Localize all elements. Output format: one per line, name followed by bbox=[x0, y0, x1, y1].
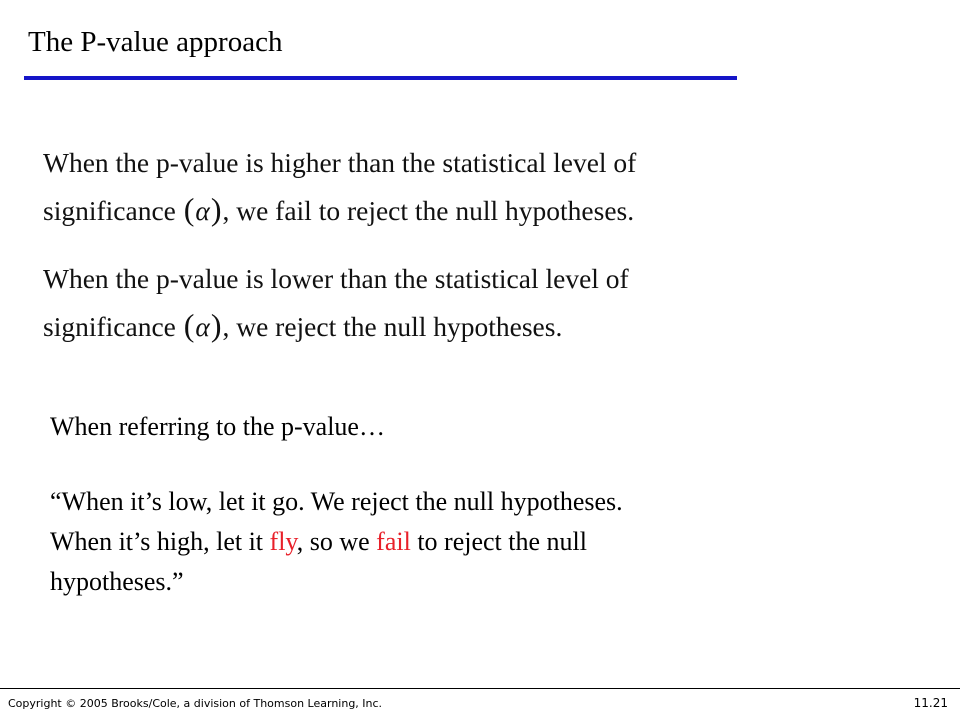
title-underline bbox=[24, 76, 737, 80]
open-paren: ( bbox=[183, 191, 195, 227]
mnemonic-lead: When referring to the p-value… bbox=[50, 412, 385, 441]
mnemonic-text: When it’s high, let it bbox=[50, 527, 270, 556]
page-number: 11.21 bbox=[913, 696, 948, 710]
rule-line-end: , we reject the null hypotheses. bbox=[222, 311, 563, 342]
rule-fail-to-reject bbox=[43, 140, 783, 234]
emphasis-fly: fly bbox=[269, 527, 297, 556]
mnemonic-line-1: “When it’s low, let it go. We reject the null hypotheses. bbox=[50, 487, 623, 516]
rule-line-start: significance bbox=[43, 311, 183, 342]
mnemonic-line-2 bbox=[50, 522, 810, 562]
mnemonic-quote bbox=[50, 482, 810, 602]
rule-line-start: significance bbox=[43, 195, 183, 226]
slide-title: The P-value approach bbox=[28, 26, 283, 58]
close-paren: ) bbox=[210, 191, 222, 227]
mnemonic-line-3: hypotheses.” bbox=[50, 567, 184, 596]
rule-line: When the p-value is higher than the statistical level of bbox=[43, 147, 637, 178]
emphasis-fail: fail bbox=[376, 527, 411, 556]
rule-line-end: , we fail to reject the null hypotheses. bbox=[222, 195, 635, 226]
mnemonic-text: to reject the null bbox=[410, 527, 587, 556]
alpha-symbol: α bbox=[195, 311, 210, 342]
alpha-symbol: α bbox=[195, 195, 210, 226]
mnemonic-text: , so we bbox=[296, 527, 377, 556]
footer-divider bbox=[0, 688, 960, 689]
rule-line: When the p-value is lower than the statistical level of bbox=[43, 263, 629, 294]
close-paren: ) bbox=[210, 307, 222, 343]
open-paren: ( bbox=[183, 307, 195, 343]
rule-reject bbox=[43, 256, 783, 350]
footer-copyright: Copyright © 2005 Brooks/Cole, a division of Thomson Learning, Inc. bbox=[8, 697, 383, 710]
